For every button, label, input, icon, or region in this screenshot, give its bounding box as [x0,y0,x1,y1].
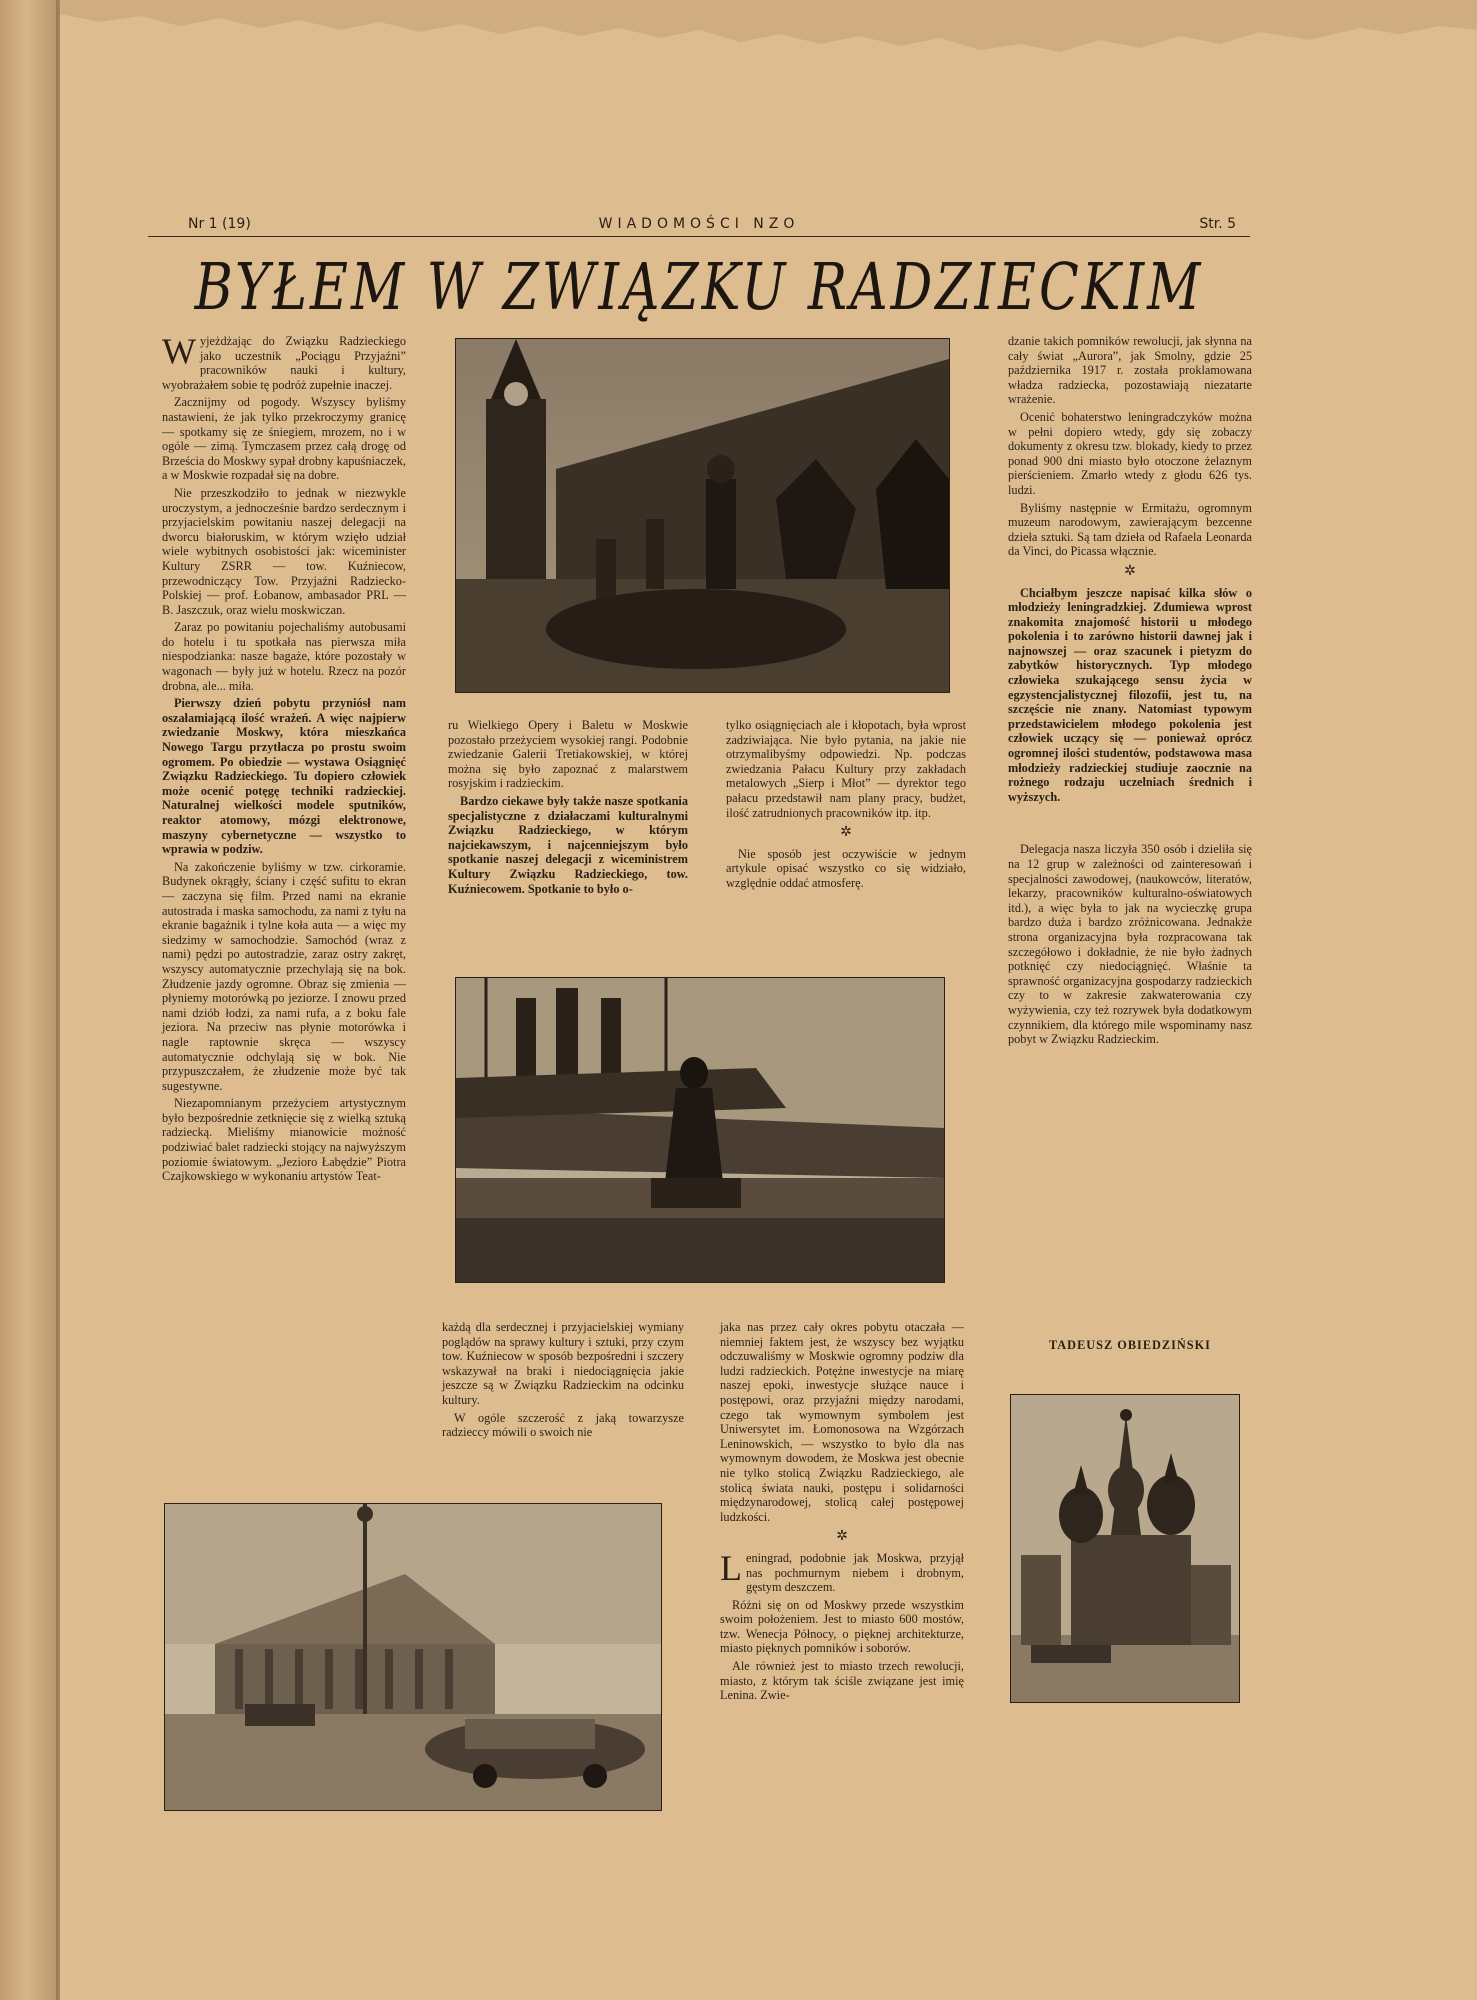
paragraph-text: ✲ [840,825,852,841]
photo-kremlin-wall [455,338,950,693]
paragraph-text: Zacznijmy od pogody. Wszyscy byliśmy nastawieni, że jak tylko przekroczymy granicę — spotkamy się ze śniegiem, mrozem, no i w ogóle — zimą. Tymczasem przez całą drogę od Brześcia do Moskwy sypał drobny kapuśniaczek, a w Moskwie rozpadał się na dobre. [162,395,406,483]
paragraph [720,1547,964,1595]
paragraph-text: Chciałbym jeszcze napisać kilka słów o młodzieży leningradzkiej. Zdumiewa wprost znakomita znajomość historii u młodego pokolenia i to zarówno historii dawnej jak i najnowszej — oraz szacunek i pietyzm do zabytków historycznych. Typ młodego człowieka szukającego sensu życia w egzystencjalistycznej filozofii, jest tu, na szczęście nie znany. Natomiast typowym przedstawicielem młodego pokolenia jest człowiek uczący się — ponieważ oprócz ogromnej ilości studentów, podstawowa masa młodzieży radzieckiej studiuje zaocznie na rożnego rodzaju uczelniach średnich i wyższych. [1008,585,1252,804]
paragraph [720,1320,964,1524]
paragraph [720,1598,964,1656]
paragraph-text: Zaraz po powitaniu pojechaliśmy autobusami do hotelu i tu spotkała nas pierwsza miła niespodzianka: nasze bagaże, które pozostały w wagonach — były już w hotelu. Rzecz na pozór drobna, ale... miła. [162,620,406,693]
paragraph [1008,501,1252,559]
paragraph [726,847,966,891]
paragraph-text: dzanie takich pomników rewolucji, jak słynna na cały świat „Aurora”, jak Smolny, gdzie 25 października 1917 r. została proklamowana władza radziecka, pozostawiają niezatarte wrażenie. [1008,334,1252,407]
paragraph-text: każdą dla serdecznej i przyjacielskiej wymiany poglądów na sprawy kultury i sztuki, przy czym tow. Kuźniecow w sposób bezpośredni i szczery wskazywał na braki i niedociągnięcia jakie jeszcze są w Związku Radzieckim na odcinku kultury. [442,1320,684,1407]
text-column-3-upper [726,718,966,894]
paragraph-text: W ogóle szczerość z jaką towarzysze radzieccy mówili o swoich nie [442,1410,684,1440]
paragraph-text: ✲ [1124,563,1136,579]
text-column-1 [162,331,406,1187]
section-separator [720,1530,964,1545]
paragraph [720,1659,964,1703]
paragraph-text: Ale również jest to miasto trzech rewolucji, miasto, z którym tak ściśle związane jest imię Lenina. Zwie- [720,1659,964,1703]
paragraph [442,1320,684,1408]
author-signature: TADEUSZ OBIEDZIŃSKI [1049,1338,1211,1352]
photo-bolshoi-theatre [164,1503,662,1811]
text-column-4 [1008,334,1252,1050]
photo-aurora-cruiser [455,977,945,1283]
section-separator [1008,565,1252,580]
paragraph [162,696,406,857]
paragraph [162,395,406,483]
paragraph-text: Bardzo ciekawe były także nasze spotkania specjalistyczne z działaczami kulturalnymi Związku Radzieckiego, w którym najciekawszym, i najcenniejszym było spotkanie naszej delegacji z wiceministrem Kultury Związku Radzieckiego, tow. Kuźniecowem. Spotkanie to było o- [448,793,688,896]
paragraph [442,1411,684,1440]
paragraph [1008,410,1252,498]
drop-cap: W [162,331,196,371]
paragraph [448,794,688,896]
page-number: Str. 5 [1199,216,1236,232]
text-column-3-lower [720,1320,964,1706]
paragraph [162,860,406,1094]
paragraph-text: Byliśmy następnie w Ermitażu, ogromnym muzeum narodowym, zawierającym bezcenne dzieła sztuki. Są tam dzieła od Rafaela Leonarda da Vinci, do Picassa włącznie. [1008,500,1252,559]
binding-spine [0,0,60,2000]
paragraph-text: Ocenić bohaterstwo leningradczyków można w pełni dopiero wtedy, gdy się zobaczy dokumenty z okresu tzw. blokady, kiedy to przez ponad 900 dni miasto było otoczone żelaznym pierścieniem. Zmarło wtedy z głodu 626 tys. ludzi. [1008,409,1252,497]
paragraph-text: Nie przeszkodziło to jednak w niezwykle uroczystym, a jednocześnie bardzo serdecznym i przyjacielskim powitaniu naszej delegacji na dworcu białoruskim, w którym wzięło udział wiele wybitnych osobistości jak: wiceminister Kultury ZSRR — tow. Kuźniecow, przewodniczący Tow. Przyjaźni Radziecko-Polskiej — prof. Łobanow, ambasador PRL — B. Jaszczuk, oraz wielu moskwiczan. [162,485,406,617]
author-signature-block [1008,1326,1252,1356]
paragraph [162,331,406,392]
issue-number: Nr 1 (19) [188,216,251,232]
page-header [148,214,1250,237]
paragraph-text: yjeżdżając do Związku Radzieckiego jako uczestnik „Pociągu Przyjaźni” pracowników nauki i kultury, wyobrażałem sobie tę podróż zupełnie inaczej. [162,334,406,392]
paragraph-text: Różni się on od Moskwy przede wszystkim swoim położeniem. Jest to miasto 600 mostów, tzw. Wenecja Północy, o pięknej architekturze, miasto pięknych pomników i soborów. [720,1597,964,1656]
drop-cap: L [720,1547,742,1588]
publication-title: WIADOMOŚCI NZO [598,216,800,232]
paragraph-text: jaka nas przez cały okres pobytu otaczała — niemniej faktem jest, że wszyscy bez wyjątku odczuwaliśmy w Moskwie ogromny podziw dla ludzi radzieckich. Potężne inwestycje na miarę naszej epoki, inwestycje służące nauce i postępowi, oraz przyjaźni między narodami, czego tak wymownym symbolem jest Uniwersytet im. Łomonosowa na Wzgórzach Leninowskich, — wszystko to było dla nas wymownym dowodem, że Moskwa jest obecnie nie tylko stolicą Związku Radzieckiego, ale stolicą świata nauki, postępu i solidarności międzynarodowej, stolicą całej postępowej ludzkości. [720,1320,964,1524]
paragraph-text: Na zakończenie byliśmy w tzw. cirkoramie. Budynek okrągły, ściany i część sufitu to ekran — zaczyna się film. Przed nami na ekranie autostrada i maska samochodu, za nami z tyłu na ekranie bagażnik i tylne koła auta — a więc my siedzimy w samochodzie. Samochód (wraz z nami) pędzi po autostradzie, zaraz ostry zakręt, wszyscy automatycznie przechylają się na bok. Złudzenie jazdy ogromne. Obraz się zmienia — płyniemy motorówką po jeziorze. I znowu przed nami dziób łodzi, za nami rufa, a z boku fale jeziora. Na przeciw nas płynie motorówka i nagle raptownie skręca — wszyscy automatycznie odchylają się w bok. Nie przypuszczałem, że złudzenie może być tak sugestywne. [162,859,406,1093]
text-column-2-upper [448,718,688,899]
paragraph [162,1096,406,1184]
paragraph-text: ✲ [836,1529,848,1545]
paragraph-text: Pierwszy dzień pobytu przyniósł nam oszałamiającą ilość wrażeń. A więc najpierw zwiedzanie Moskwy, która mieszkańca Nowego Targu przytłacza po prostu swoim ogromem. Po obiedzie — wystawa Osiągnięć Związku Radzieckiego. Tu dopiero człowiek może ocenić potęgę techniki radzieckiej. Naturalnej wielkości modele sputników, reaktor atomowy, mózgi elektronowe, maszyny cybernetyczne — wszystko to wprawia w podziw. [162,696,406,857]
paragraph [448,718,688,791]
torn-top-edge [60,0,1477,64]
paragraph-text: Delegacja nasza liczyła 350 osób i dzieliła się na 12 grup w zależności od zainteresowań i specjalności zawodowej, (naukowców, literatów, lekarzy, pracowników kulturalno-oświatowych itd.), a więc była to jak na wycieczkę grupa bardzo duża i bardzo zróżnicowana. Jednakże strona organizacyjna była rozpracowana tak szczegółowo i dokładnie, że nie było żadnych potknięć czy niedociągnięć. Właśnie ta sprawność organizacyjna gospodarzy radzieckich czy to w zakresie zakwaterowania czy wyżywienia, czy też rozrywek była dodatkowym czynnikiem, dla którego mile wspominamy nasz pobyt w Związku Radzieckim. [1008,842,1252,1047]
paragraph [726,718,966,820]
paragraph-text: Niezapomnianym przeżyciem artystycznym było bezpośrednie zetknięcie się z wielką sztuką radziecką. Mieliśmy mianowicie możność podziwiać balet radziecki stojący na najwyższym poziomie światowym. „Jezioro Łabędzie” Piotra Czajkowskiego w wykonaniu artystów Teat- [162,1096,406,1184]
paragraph [1008,842,1252,1046]
paragraph-text: Nie sposób jest oczywiście w jednym artykule opisać wszystko co się widziało, względnie oddać atmosferę. [726,846,966,890]
paragraph [1008,586,1252,805]
paragraph [1008,334,1252,407]
section-separator [726,826,966,841]
paragraph-text: ru Wielkiego Opery i Baletu w Moskwie pozostało przeżyciem wysokiej rangi. Podobnie zwiedzanie Galerii Tretiakowskiej, w której można się było zapoznać z malarstwem rosyjskim i radzieckim. [448,718,688,791]
text-column-2-lower [442,1320,684,1443]
article-headline: BYŁEM W ZWIĄZKU RADZIECKIM [194,250,1204,325]
paragraph-text: tylko osiągnięciach ale i kłopotach, była wprost zadziwiająca. Nie było pytania, na jakie nie otrzymalibyśmy odpowiedzi. Np. podczas zwiedzania Pałacu Kultury przy zakładach metalowych „Sierp i Młot” — dyrektor tego pałacu przedstawił nam plany pracy, budżet, ilość zatrudnionych pracowników itp. itp. [726,718,966,820]
paragraph [162,486,406,617]
paragraph [162,620,406,693]
paragraph-text: eningrad, podobnie jak Moskwa, przyjął nas pochmurnym niebem i drobnym, gęstym deszczem. [746,1550,964,1595]
photo-st-basils-cathedral [1010,1394,1240,1703]
